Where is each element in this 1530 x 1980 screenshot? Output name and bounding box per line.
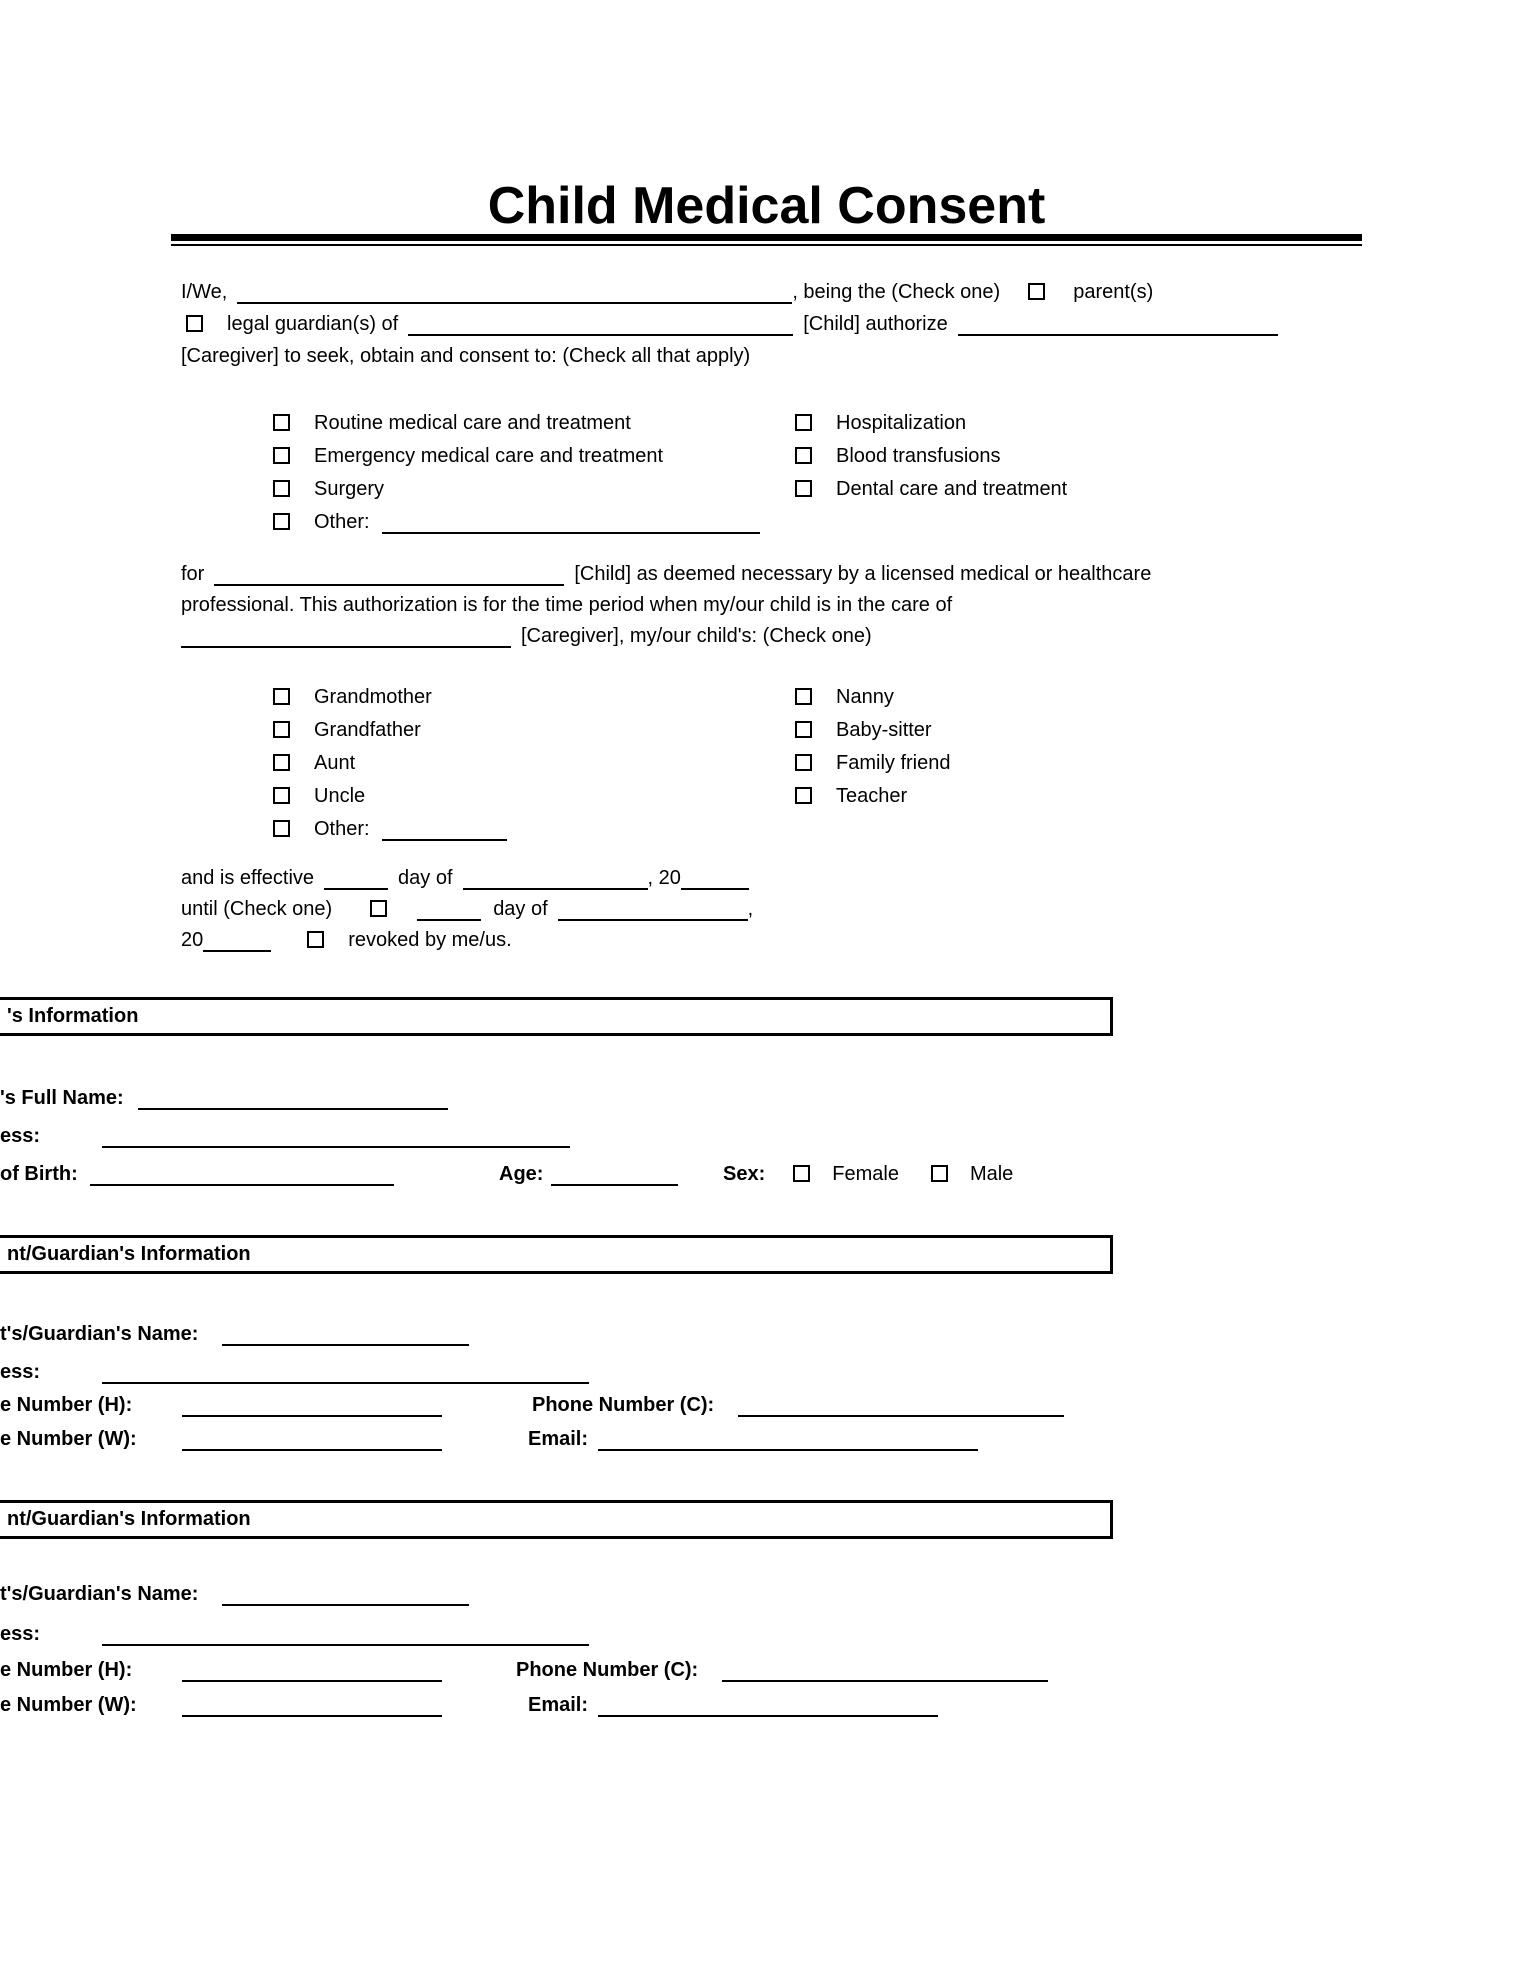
middle-line-3 (181, 621, 1151, 652)
child-dob-row (0, 1159, 1530, 1190)
guardian2-phone-c-group (516, 1655, 1048, 1686)
page-title: Child Medical Consent (487, 177, 1046, 235)
other-relationship-label: Other: (314, 818, 370, 840)
guardian1-phone-row-1 (0, 1390, 1530, 1421)
effective-paragraph (181, 863, 753, 956)
intro-line-3 (181, 340, 1278, 372)
guardian1-email-group (528, 1424, 978, 1455)
guardian2-phone-c-blank[interactable] (722, 1679, 1048, 1682)
surgery-label: Surgery (314, 478, 385, 500)
routine-care-checkbox[interactable] (273, 414, 290, 431)
list-item (795, 780, 950, 813)
female-label: Female (832, 1163, 899, 1185)
family-friend-label: Family friend (836, 752, 951, 774)
uncle-label: Uncle (314, 785, 366, 807)
child-age-label: Age: (499, 1163, 544, 1185)
guardian1-name-label: t's/Guardian's Name: (0, 1323, 199, 1345)
guardian2-phone-row-1 (0, 1655, 1530, 1686)
guardian2-name-label: t's/Guardian's Name: (0, 1583, 199, 1605)
aunt-checkbox[interactable] (273, 754, 290, 771)
child-age-group (499, 1159, 678, 1190)
intro-line1-pre: I/We, (181, 281, 228, 303)
for-label: for (181, 563, 205, 585)
effective-day-of-label: day of (398, 867, 453, 889)
revoked-checkbox[interactable] (307, 931, 324, 948)
list-item (795, 407, 1067, 440)
guardian1-name-row (0, 1319, 1530, 1350)
middle-line-2 (181, 590, 1151, 621)
guardian2-email-group (528, 1690, 938, 1721)
blood-transfusions-label: Blood transfusions (836, 445, 1001, 467)
effective-line-1 (181, 863, 753, 894)
guardian2-name-row (0, 1579, 1530, 1610)
dental-care-label: Dental care and treatment (836, 478, 1068, 500)
grandmother-checkbox[interactable] (273, 688, 290, 705)
relationship-list-col2 (795, 681, 950, 813)
until-year-prefix: 20 (181, 929, 204, 951)
teacher-checkbox[interactable] (795, 787, 812, 804)
intro-line-1 (181, 276, 1278, 308)
guardian2-header: nt/Guardian's Information (7, 1508, 251, 1530)
guardian1-phone-row-2 (0, 1424, 1530, 1455)
list-item (273, 714, 507, 747)
nanny-checkbox[interactable] (795, 688, 812, 705)
middle-paragraph (181, 559, 1151, 652)
grandmother-label: Grandmother (314, 686, 432, 708)
child-name-blank-2[interactable] (214, 583, 564, 586)
guardian1-header-box (0, 1235, 1113, 1274)
list-item (795, 440, 1067, 473)
guardian1-header: nt/Guardian's Information (7, 1243, 251, 1265)
caregiver-name-blank[interactable] (958, 333, 1278, 336)
intro-line-2 (181, 308, 1278, 340)
emergency-care-checkbox[interactable] (273, 447, 290, 464)
list-item (273, 407, 760, 440)
effective-line-2 (181, 894, 753, 925)
child-info-header: 's Information (7, 1005, 139, 1027)
child-address-row (0, 1121, 1530, 1152)
list-item (795, 473, 1067, 506)
child-dob-label: of Birth: (0, 1163, 78, 1185)
female-checkbox[interactable] (793, 1165, 810, 1182)
list-item (795, 714, 950, 747)
middle-line-1 (181, 559, 1151, 590)
guardian2-email-blank[interactable] (598, 1714, 938, 1717)
intro-paragraph (181, 276, 1278, 372)
i-we-names-blank[interactable] (237, 301, 792, 304)
guardian1-phone-c-blank[interactable] (738, 1414, 1064, 1417)
routine-care-label: Routine medical care and treatment (314, 412, 631, 434)
guardian2-phone-c-label: Phone Number (C): (516, 1659, 699, 1681)
child-full-name-row (0, 1083, 1530, 1114)
guardian2-phone-row-2 (0, 1690, 1530, 1721)
blood-transfusions-checkbox[interactable] (795, 447, 812, 464)
list-item (273, 440, 760, 473)
guardian1-email-blank[interactable] (598, 1448, 978, 1451)
until-month-blank[interactable] (558, 918, 748, 921)
surgery-checkbox[interactable] (273, 480, 290, 497)
child-address-blank[interactable] (102, 1145, 570, 1148)
consent-list-col2 (795, 407, 1067, 506)
child-info-header-box (0, 997, 1113, 1036)
nanny-label: Nanny (836, 686, 894, 708)
baby-sitter-checkbox[interactable] (795, 721, 812, 738)
child-address-label: ess: (0, 1125, 41, 1147)
grandfather-label: Grandfather (314, 719, 421, 741)
guardian1-phone-h-blank[interactable] (182, 1414, 442, 1417)
guardian2-phone-h-label: e Number (H): (0, 1659, 133, 1681)
guardian1-address-row (0, 1357, 1530, 1388)
caregiver-name-blank-2[interactable] (181, 645, 511, 648)
until-check-one-label: until (Check one) (181, 898, 333, 920)
guardian1-phone-w-label: e Number (W): (0, 1428, 137, 1450)
child-authorize-label: [Child] authorize (803, 313, 948, 335)
authorization-label: professional. This authorization is for the time period when my/our child is in the care of (181, 594, 953, 616)
male-checkbox[interactable] (931, 1165, 948, 1182)
title-rule (171, 234, 1362, 246)
until-year-blank[interactable] (203, 949, 271, 952)
intro-line1-mid: , being the (Check one) (792, 281, 1001, 303)
caregiver-check-one-label: [Caregiver], my/our child's: (Check one) (521, 625, 872, 647)
until-day-blank[interactable] (417, 918, 481, 921)
guardian2-header-box (0, 1500, 1113, 1539)
child-full-name-label: 's Full Name: (0, 1087, 124, 1109)
list-item (273, 813, 507, 846)
guardian1-address-label: ess: (0, 1361, 41, 1383)
child-name-blank[interactable] (408, 333, 793, 336)
relationship-list-col1 (273, 681, 507, 846)
guardian1-phone-c-group (532, 1390, 1064, 1421)
uncle-checkbox[interactable] (273, 787, 290, 804)
deemed-necessary-label: [Child] as deemed necessary by a licensed medical or healthcare (574, 563, 1152, 585)
other-relationship-blank[interactable] (382, 838, 507, 841)
guardian2-address-row (0, 1619, 1530, 1650)
list-item (795, 747, 950, 780)
other-consent-blank[interactable] (382, 531, 760, 534)
effective-line-3 (181, 925, 753, 956)
list-item (273, 780, 507, 813)
guardian2-phone-w-blank[interactable] (182, 1714, 442, 1717)
child-sex-label: Sex: (723, 1163, 766, 1185)
guardian2-email-label: Email: (528, 1694, 589, 1716)
male-label: Male (969, 1163, 1014, 1185)
grandfather-checkbox[interactable] (273, 721, 290, 738)
guardian1-phone-c-label: Phone Number (C): (532, 1394, 715, 1416)
until-day-of-label: day of (493, 898, 548, 920)
child-sex-group (723, 1159, 1013, 1190)
list-item (795, 681, 950, 714)
until-comma: , (747, 898, 754, 920)
parents-label: parent(s) (1073, 281, 1154, 303)
hospitalization-checkbox[interactable] (795, 414, 812, 431)
guardian2-address-blank[interactable] (102, 1643, 589, 1646)
child-dob-blank[interactable] (90, 1183, 394, 1186)
legal-guardians-label: legal guardian(s) of (227, 313, 399, 335)
other-consent-checkbox[interactable] (273, 513, 290, 530)
guardian2-phone-w-label: e Number (W): (0, 1694, 137, 1716)
guardian1-email-label: Email: (528, 1428, 589, 1450)
hospitalization-label: Hospitalization (836, 412, 967, 434)
guardian1-phone-h-label: e Number (H): (0, 1394, 133, 1416)
effective-month-blank[interactable] (463, 887, 648, 890)
list-item (273, 681, 507, 714)
effective-day-blank[interactable] (324, 887, 388, 890)
dental-care-checkbox[interactable] (795, 480, 812, 497)
guardian1-address-blank[interactable] (102, 1381, 589, 1384)
aunt-label: Aunt (314, 752, 356, 774)
family-friend-checkbox[interactable] (795, 754, 812, 771)
list-item (273, 506, 760, 539)
guardian1-name-blank[interactable] (222, 1343, 469, 1346)
guardian2-name-blank[interactable] (222, 1603, 469, 1606)
until-date-checkbox[interactable] (370, 900, 387, 917)
legal-guardians-checkbox[interactable] (186, 315, 203, 332)
list-item (273, 747, 507, 780)
effective-year-blank[interactable] (681, 887, 749, 890)
child-full-name-blank[interactable] (138, 1107, 448, 1110)
effective-pre-label: and is effective (181, 867, 315, 889)
parents-checkbox[interactable] (1028, 283, 1045, 300)
revoked-label: revoked by me/us. (348, 929, 512, 951)
other-consent-label: Other: (314, 511, 370, 533)
guardian2-address-label: ess: (0, 1623, 41, 1645)
baby-sitter-label: Baby-sitter (836, 719, 932, 741)
consent-list-col1 (273, 407, 760, 539)
child-age-blank[interactable] (551, 1183, 678, 1186)
other-relationship-checkbox[interactable] (273, 820, 290, 837)
guardian2-phone-h-blank[interactable] (182, 1679, 442, 1682)
list-item (273, 473, 760, 506)
teacher-label: Teacher (836, 785, 908, 807)
caregiver-consent-label: [Caregiver] to seek, obtain and consent to: (Check all that apply) (181, 345, 751, 367)
guardian1-phone-w-blank[interactable] (182, 1448, 442, 1451)
emergency-care-label: Emergency medical care and treatment (314, 445, 664, 467)
effective-year-prefix: , 20 (647, 867, 681, 889)
